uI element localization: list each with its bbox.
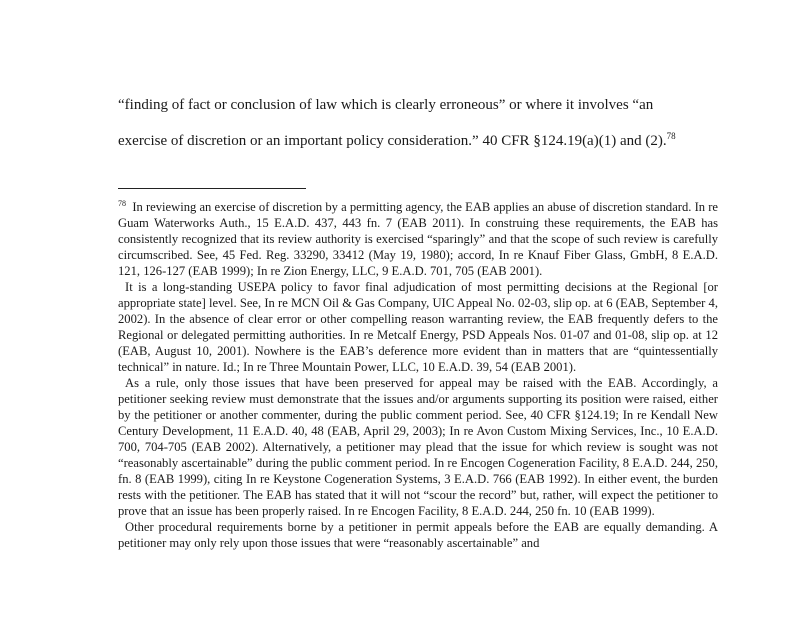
footnote-reference[interactable]: 78 — [666, 131, 676, 141]
footnote-paragraph-3-text: As a rule, only those issues that have been preserved for appeal may be raised with the EAB. Accordingly, a petitioner seeking review must demonstrate that the issues and/or arguments supporting its position were raised, either by the petitioner or another commenter, during the public comment period. See, 40 CFR §124.19; In re Kendall New Century Development, 11 E.A.D. 40, 48 (EAB, April 29, 2003); In re Avon Custom Mixing Services, Inc., 10 E.A.D. 700, 704-705 (EAB 2002). Alternatively, a petitioner may plead that the issue for which review is sought was not “reasonably ascertainable” during the public comment period. In re Encogen Cogeneration Facility, 8 E.A.D. 244, 250, fn. 8 (EAB 1999), citing In re Keystone Cogeneration Systems, 3 E.A.D. 766 (EAB 1992). In either event, the burden rests with the petitioner. The EAB has stated that it will not “scour the record” but, rather, will expect the petitioner to prove that an issue has been properly raised. In re Encogen Facility, 8 E.A.D. 244, 250 fn. 10 (EAB 1999). — [118, 376, 718, 518]
body-text-line-2-text: exercise of discretion or an important policy consideration.” 40 CFR §124.19(a)(1) and (2). — [118, 133, 667, 149]
body-text-line-1-text: “finding of fact or conclusion of law which is clearly erroneous” or where it involves “an — [118, 97, 654, 113]
footnote-paragraph-1 — [118, 199, 718, 279]
footnote-number: 78 — [118, 198, 126, 208]
footnote-paragraph-2 — [118, 279, 718, 375]
body-text-line-1 — [118, 96, 718, 114]
footnote-paragraph-3 — [118, 375, 718, 519]
footnote-paragraph-4 — [118, 519, 718, 551]
footnote-paragraph-1-text: In reviewing an exercise of discretion by a permitting agency, the EAB applies an abuse of discretion standard. In re Guam Waterworks Auth., 15 E.A.D. 437, 443 fn. 7 (EAB 2011). In construing these requirements, the EAB has consistently recognized that its review authority is exercised “sparingly” and that the scope of such review is carefully circumscribed. See, 45 Fed. Reg. 33290, 33412 (May 19, 1980); accord, In re Knauf Fiber Glass, GmbH, 8 E.A.D. 121, 126-127 (EAB 1999); In re Zion Energy, LLC, 9 E.A.D. 701, 705 (EAB 2001). — [118, 200, 719, 278]
footnote-block — [118, 199, 718, 551]
footnote-separator — [118, 188, 306, 189]
body-text-line-2 — [118, 132, 718, 150]
footnote-paragraph-4-text: Other procedural requirements borne by a petitioner in permit appeals before the EAB are equally demanding. A petitioner may only rely upon those issues that were “reasonably ascertainable” and — [118, 520, 718, 550]
footnote-paragraph-2-text: It is a long-standing USEPA policy to favor final adjudication of most permitting decisions at the Regional [or appropriate state] level. See, In re MCN Oil & Gas Company, UIC Appeal No. 02-03, slip op. at 6 (EAB, September 4, 2002). In the absence of clear error or other compelling reason warranting review, the EAB frequently defers to the Regional or delegated permitting authorities. In re Metcalf Energy, PSD Appeals Nos. 01-07 and 01-08, slip op. at 12 (EAB, August 10, 2001). Nowhere is the EAB’s deference more evident than in matters that are “quintessentially technical” in nature. Id.; In re Three Mountain Power, LLC, 10 E.A.D. 39, 54 (EAB 2001). — [118, 280, 718, 374]
